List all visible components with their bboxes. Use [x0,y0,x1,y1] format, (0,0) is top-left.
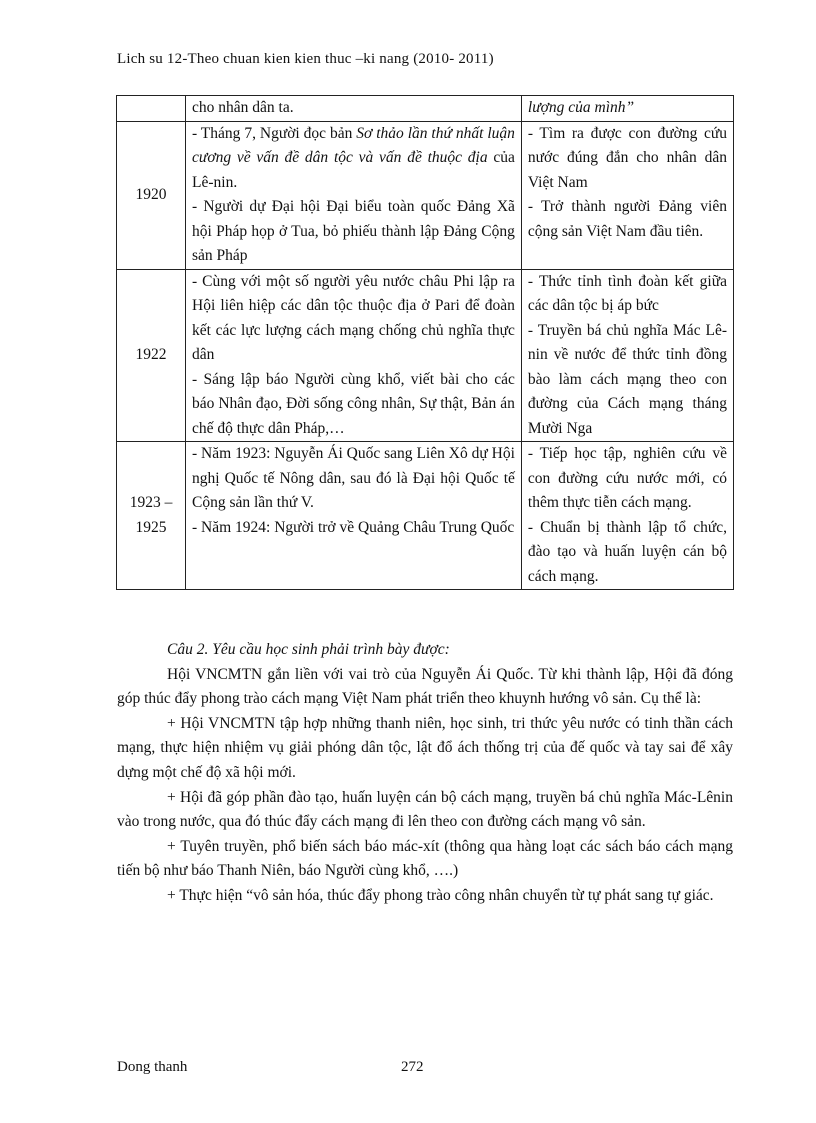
question-heading: Câu 2. Yêu cầu học sinh phải trình bày được: [167,641,450,658]
result-cell [521,442,733,590]
answer-section [117,638,733,909]
result-paragraph: - Tìm ra được con đường cứu nước đúng đắn cho nhân dân Việt Nam [527,124,727,191]
page-number: 272 [401,1059,424,1075]
event-document-title: Sơ thảo lần thứ nhất luận cương về vấn đề dân tộc và vấn đề thuộc địa [192,124,515,166]
event-paragraph: - Sáng lập báo Người cùng khổ, viết bài cho các báo Nhân đạo, Đời sống công nhân, Sự thật, Bản án chế độ thực dân Pháp,… [192,370,515,437]
table-row [117,121,734,269]
event-paragraph: - Năm 1924: Người trở về Quảng Châu Trung Quốc [192,518,515,536]
answer-point: + Thực hiện “vô sản hóa, thúc đẩy phong trào công nhân chuyển từ tự phát sang tự giác. [167,886,714,904]
event-paragraph: - Năm 1923: Nguyễn Ái Quốc sang Liên Xô dự Hội nghị Quốc tế Nông dân, sau đó là Đại hội Quốc tế Cộng sản lần thứ V. [192,445,515,511]
result-paragraph: - Thức tỉnh tình đoàn kết giữa các dân tộc bị áp bức [527,272,727,314]
event-cell [186,442,522,590]
event-cell [186,269,522,442]
event-paragraph: - Người dự Đại hội Đại biểu toàn quốc Đảng Xã hội Pháp họp ở Tua, bỏ phiếu thành lập Đảng Cộng sản Pháp [192,198,515,264]
year-line: 1923 – [129,494,173,511]
event-paragraph [192,122,515,196]
events-table [116,95,734,590]
table-row [117,269,734,442]
year-cell: 1922 [117,269,186,442]
event-cell [186,121,522,269]
result-paragraph: - Tiếp học tập, nghiên cứu về con đường cứu nước mới, có thêm thực tiễn cách mạng. [527,445,727,511]
result-cell [521,269,733,442]
page-header: Lich su 12-Theo chuan kien kien thuc –ki nang (2010- 2011) [117,51,494,67]
footer-author: Dong thanh [117,1059,188,1075]
result-cell [521,121,733,269]
answer-point: + Hội VNCMTN tập hợp những thanh niên, học sinh, tri thức yêu nước có tinh thần cách mạng, thực hiện nhiệm vụ giải phóng dân tộc, lật đổ ách thống trị của đế quốc và tay sai để xây dựng một chế độ xã hội mới. [117,714,733,781]
year-cell [117,442,186,590]
year-line: 1925 [135,518,167,536]
event-text: của Lê-nin. [192,149,515,191]
table-row [117,442,734,590]
year-cell [117,96,186,122]
event-cell: cho nhân dân ta. [186,96,522,122]
answer-point: + Hội đã góp phần đào tạo, huấn luyện cán bộ cách mạng, truyền bá chủ nghĩa Mác-Lênin vào trong nước, qua đó thúc đẩy cách mạng đi lên theo con đường cách mạng vô sản. [117,788,733,831]
result-paragraph: - Trở thành người Đảng viên cộng sản Việt Nam đầu tiên. [527,198,727,240]
year-cell: 1920 [117,121,186,269]
result-cell: lượng của mình” [521,96,733,122]
intro-paragraph: Hội VNCMTN gắn liền với vai trò của Nguyễn Ái Quốc. Từ khi thành lập, Hội đã đóng góp thúc đẩy phong trào cách mạng Việt Nam phát triển theo khuynh hướng vô sản. Cụ thể là: [117,665,733,708]
result-paragraph: - Chuẩn bị thành lập tổ chức, đào tạo và huấn luyện cán bộ cách mạng. [527,518,727,585]
event-paragraph: - Cùng với một số người yêu nước châu Phi lập ra Hội liên hiệp các dân tộc thuộc địa ở Pari để đoàn kết các lực lượng cách mạng chống chủ nghĩa thực dân [192,272,515,363]
event-text: - Tháng 7, Người đọc bản [192,124,357,142]
answer-point: + Tuyên truyền, phổ biến sách báo mác-xít (thông qua hàng loạt các sách báo cách mạng tiến bộ như báo Thanh Niên, báo Người cùng khổ, ….) [117,837,733,880]
result-paragraph: - Truyền bá chủ nghĩa Mác Lê-nin về nước để thức tỉnh đồng bào làm cách mạng theo con đường của Cách mạng tháng Mười Nga [527,321,727,437]
table-row [117,96,734,122]
